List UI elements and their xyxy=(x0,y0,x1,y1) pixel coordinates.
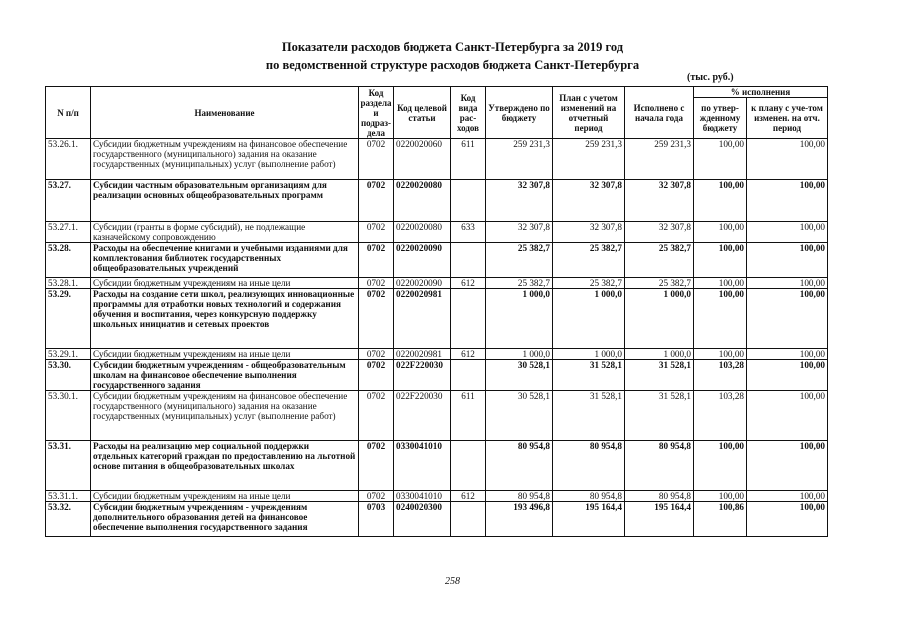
row-plan: 1 000,0 xyxy=(553,289,625,349)
row-pct-approved: 103,28 xyxy=(694,360,747,391)
row-name: Расходы на создание сети школ, реализующих инновационные программы для отработки новых технологий и содержания обучения и воспитания, через конкурсную поддержку школьных инициатив и сетевых проектов xyxy=(91,289,359,349)
row-exp-type: 611 xyxy=(451,391,486,441)
row-name: Субсидии частным образовательным организациям для реализации основных общеобразовательных программ xyxy=(91,180,359,222)
row-approved: 80 954,8 xyxy=(486,441,553,491)
col-header-name: Наименование xyxy=(91,87,359,139)
row-plan: 1 000,0 xyxy=(553,349,625,360)
row-executed: 31 528,1 xyxy=(625,391,694,441)
row-exp-type xyxy=(451,180,486,222)
row-executed: 31 528,1 xyxy=(625,360,694,391)
row-exp-type xyxy=(451,502,486,537)
row-approved: 1 000,0 xyxy=(486,289,553,349)
row-plan: 259 231,3 xyxy=(553,139,625,180)
row-pct-plan: 100,00 xyxy=(747,441,828,491)
col-header-plan: План с учетом изменений на отчетный период xyxy=(553,87,625,139)
row-plan: 80 954,8 xyxy=(553,441,625,491)
row-executed: 80 954,8 xyxy=(625,491,694,502)
row-num: 53.28. xyxy=(46,243,91,278)
row-name: Субсидии бюджетным учреждениям на финансовое обеспечение государственного (муниципального) задания на оказание государственных (муниципальных) услуг (выполнение работ) xyxy=(91,139,359,180)
row-section: 0702 xyxy=(359,243,394,278)
row-name: Субсидии бюджетным учреждениям на иные цели xyxy=(91,278,359,289)
col-header-exp-type: Код вида рас-ходов xyxy=(451,87,486,139)
budget-table xyxy=(45,86,828,537)
units-label: (тыс. руб.) xyxy=(687,72,734,83)
row-pct-plan: 100,00 xyxy=(747,180,828,222)
row-name: Субсидии бюджетным учреждениям - общеобразовательным школам на финансовое обеспечение выполнения государственного задания xyxy=(91,360,359,391)
row-name: Расходы на реализацию мер социальной поддержки отдельных категорий граждан по предоставлению на льготной основе питания в общеобразовательных школах xyxy=(91,441,359,491)
row-num: 53.29.1. xyxy=(46,349,91,360)
row-section: 0702 xyxy=(359,391,394,441)
row-executed: 259 231,3 xyxy=(625,139,694,180)
row-pct-approved: 100,00 xyxy=(694,139,747,180)
col-header-pct-plan: к плану с уче-том изменен. на отч. период xyxy=(747,98,828,139)
row-plan: 32 307,8 xyxy=(553,222,625,243)
row-name: Расходы на обеспечение книгами и учебными изданиями для комплектования библиотек государственных общеобразовательных учреждений xyxy=(91,243,359,278)
row-num: 53.31. xyxy=(46,441,91,491)
row-approved: 32 307,8 xyxy=(486,222,553,243)
row-exp-type xyxy=(451,243,486,278)
row-plan: 31 528,1 xyxy=(553,391,625,441)
row-approved: 25 382,7 xyxy=(486,278,553,289)
row-article: 0220020981 xyxy=(394,289,451,349)
col-header-pct-approved: по утвер-жденному бюджету xyxy=(694,98,747,139)
row-article: 0220020090 xyxy=(394,243,451,278)
row-exp-type: 611 xyxy=(451,139,486,180)
table-row xyxy=(46,391,828,441)
row-exp-type: 612 xyxy=(451,278,486,289)
row-pct-approved: 100,00 xyxy=(694,491,747,502)
row-pct-plan: 100,00 xyxy=(747,222,828,243)
row-name: Субсидии (гранты в форме субсидий), не подлежащие казначейскому сопровождению xyxy=(91,222,359,243)
row-section: 0702 xyxy=(359,441,394,491)
row-article: 0330041010 xyxy=(394,491,451,502)
row-executed: 25 382,7 xyxy=(625,278,694,289)
row-approved: 32 307,8 xyxy=(486,180,553,222)
table-row xyxy=(46,243,828,278)
row-pct-plan: 100,00 xyxy=(747,491,828,502)
row-plan: 195 164,4 xyxy=(553,502,625,537)
row-exp-type xyxy=(451,360,486,391)
row-section: 0702 xyxy=(359,360,394,391)
row-plan: 32 307,8 xyxy=(553,180,625,222)
row-pct-approved: 100,86 xyxy=(694,502,747,537)
row-num: 53.30. xyxy=(46,360,91,391)
row-exp-type xyxy=(451,441,486,491)
row-num: 53.27.1. xyxy=(46,222,91,243)
row-name: Субсидии бюджетным учреждениям на иные цели xyxy=(91,491,359,502)
row-executed: 1 000,0 xyxy=(625,349,694,360)
col-header-approved: Утверждено по бюджету xyxy=(486,87,553,139)
row-pct-plan: 100,00 xyxy=(747,360,828,391)
row-executed: 32 307,8 xyxy=(625,180,694,222)
row-num: 53.31.1. xyxy=(46,491,91,502)
row-pct-plan: 100,00 xyxy=(747,391,828,441)
page-subtitle: по ведомственной структуре расходов бюджета Санкт-Петербурга xyxy=(265,58,640,72)
row-article: 0220020080 xyxy=(394,222,451,243)
table-row xyxy=(46,360,828,391)
row-exp-type: 633 xyxy=(451,222,486,243)
row-executed: 1 000,0 xyxy=(625,289,694,349)
table-row xyxy=(46,491,828,502)
row-plan: 25 382,7 xyxy=(553,278,625,289)
row-pct-approved: 100,00 xyxy=(694,222,747,243)
row-article: 0240020300 xyxy=(394,502,451,537)
row-exp-type: 612 xyxy=(451,349,486,360)
row-pct-plan: 100,00 xyxy=(747,243,828,278)
row-pct-plan: 100,00 xyxy=(747,278,828,289)
page-title: Показатели расходов бюджета Санкт-Петербурга за 2019 год xyxy=(281,40,624,54)
col-header-num: N п/п xyxy=(46,87,91,139)
table-row xyxy=(46,502,828,537)
row-exp-type xyxy=(451,289,486,349)
table-row xyxy=(46,222,828,243)
row-article: 0330041010 xyxy=(394,441,451,491)
row-num: 53.30.1. xyxy=(46,391,91,441)
table-row xyxy=(46,278,828,289)
row-article: 022F220030 xyxy=(394,391,451,441)
row-approved: 80 954,8 xyxy=(486,491,553,502)
row-pct-plan: 100,00 xyxy=(747,289,828,349)
row-name: Субсидии бюджетным учреждениям на финансовое обеспечение государственного (муниципального) задания на оказание государственных (муниципальных) услуг (выполнение работ) xyxy=(91,391,359,441)
row-section: 0702 xyxy=(359,139,394,180)
row-section: 0702 xyxy=(359,222,394,243)
table-row xyxy=(46,441,828,491)
row-section: 0702 xyxy=(359,289,394,349)
row-pct-approved: 100,00 xyxy=(694,441,747,491)
row-plan: 80 954,8 xyxy=(553,491,625,502)
row-executed: 195 164,4 xyxy=(625,502,694,537)
row-section: 0703 xyxy=(359,502,394,537)
col-header-article: Код целевой статьи xyxy=(394,87,451,139)
row-num: 53.32. xyxy=(46,502,91,537)
row-num: 53.29. xyxy=(46,289,91,349)
row-approved: 30 528,1 xyxy=(486,391,553,441)
row-section: 0702 xyxy=(359,180,394,222)
row-num: 53.28.1. xyxy=(46,278,91,289)
row-approved: 193 496,8 xyxy=(486,502,553,537)
row-approved: 25 382,7 xyxy=(486,243,553,278)
col-header-executed: Исполнено с начала года xyxy=(625,87,694,139)
row-plan: 31 528,1 xyxy=(553,360,625,391)
row-approved: 259 231,3 xyxy=(486,139,553,180)
row-article: 0220020090 xyxy=(394,278,451,289)
row-article: 0220020981 xyxy=(394,349,451,360)
row-name: Субсидии бюджетным учреждениям - учреждениям дополнительного образования детей на финансовое обеспечение выполнения государственного задания xyxy=(91,502,359,537)
row-executed: 32 307,8 xyxy=(625,222,694,243)
col-header-pct-group: % исполнения xyxy=(694,87,828,98)
row-approved: 1 000,0 xyxy=(486,349,553,360)
row-plan: 25 382,7 xyxy=(553,243,625,278)
row-section: 0702 xyxy=(359,278,394,289)
col-header-section: Код раздела и подраз-дела xyxy=(360,87,392,138)
row-approved: 30 528,1 xyxy=(486,360,553,391)
table-row xyxy=(46,289,828,349)
row-pct-approved: 100,00 xyxy=(694,180,747,222)
row-pct-plan: 100,00 xyxy=(747,502,828,537)
row-pct-plan: 100,00 xyxy=(747,349,828,360)
table-row xyxy=(46,180,828,222)
row-pct-approved: 103,28 xyxy=(694,391,747,441)
row-pct-approved: 100,00 xyxy=(694,289,747,349)
row-pct-plan: 100,00 xyxy=(747,139,828,180)
row-pct-approved: 100,00 xyxy=(694,278,747,289)
table-row xyxy=(46,349,828,360)
row-section: 0702 xyxy=(359,349,394,360)
row-executed: 80 954,8 xyxy=(625,441,694,491)
table-row xyxy=(46,139,828,180)
row-pct-approved: 100,00 xyxy=(694,243,747,278)
row-article: 022F220030 xyxy=(394,360,451,391)
row-pct-approved: 100,00 xyxy=(694,349,747,360)
page-number: 258 xyxy=(445,576,460,587)
row-num: 53.26.1. xyxy=(46,139,91,180)
row-num: 53.27. xyxy=(46,180,91,222)
row-name: Субсидии бюджетным учреждениям на иные цели xyxy=(91,349,359,360)
row-executed: 25 382,7 xyxy=(625,243,694,278)
row-section: 0702 xyxy=(359,491,394,502)
row-exp-type: 612 xyxy=(451,491,486,502)
row-article: 0220020080 xyxy=(394,180,451,222)
row-article: 0220020060 xyxy=(394,139,451,180)
